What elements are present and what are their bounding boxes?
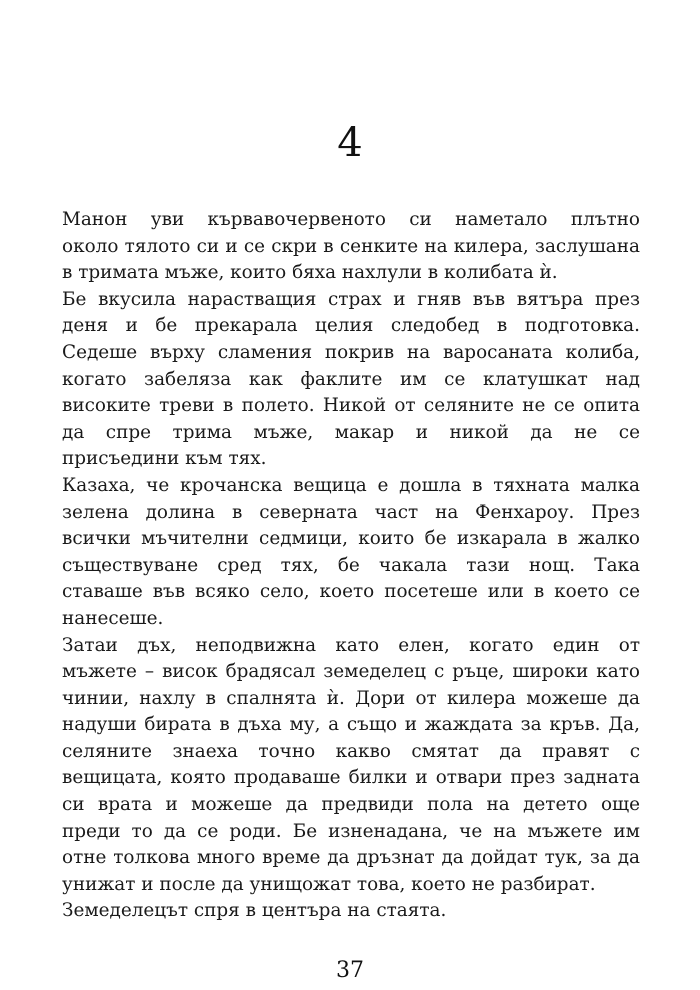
text-line: Седеше върху сламения покрив на варосаната колиба,: [62, 341, 640, 363]
text-line: Бе вкусила нарастващия страх и гняв във вятъра през: [62, 288, 640, 310]
text-line: нанесеше.: [62, 607, 164, 629]
text-line: в тримата мъже, които бяха нахлули в колибата ѝ.: [62, 262, 558, 284]
text-line: преди то да се роди. Бе изненадана, че на мъжете им: [62, 820, 640, 842]
text-line: си врата и можеше да предвиди пола на детето още: [62, 794, 640, 816]
text-line: всички мъчителни седмици, които бе изкарала в жалко: [62, 528, 640, 550]
chapter-body: [60, 207, 640, 925]
text-line: унижат и после да унищожат това, което не разбират.: [62, 873, 596, 895]
text-line: Земеделецът спря в центъра на стаята.: [62, 900, 447, 922]
text-line: Затаи дъх, неподвижна като елен, когато един от: [62, 634, 640, 656]
text-line: деня и бе прекарала целия следобед в подготовка.: [62, 315, 640, 337]
text-line: Манон уви кървавочервеното си наметало плътно: [62, 209, 640, 230]
text-line: надуши бирата в дъха му, а също и жаждата за кръв. Да,: [62, 714, 640, 736]
text-line: селяните знаеха точно какво смятат да правят с: [62, 740, 640, 762]
text-line: да спре трима мъже, макар и никой да не се: [62, 421, 640, 443]
text-line: когато забеляза как факлите им се клатушкат над: [62, 368, 640, 390]
text-line: Казаха, че крочанска вещица е дошла в тяхната малка: [62, 474, 640, 496]
paragraph: [60, 898, 640, 925]
text-line: високите треви в полето. Никой от селяните не се опита: [62, 395, 640, 417]
text-line: присъедини към тях.: [62, 448, 267, 470]
text-line: чинии, нахлу в спалнята ѝ. Дори от килера можеше да: [62, 687, 640, 709]
chapter-number: 4: [337, 120, 363, 166]
page-number: 37: [336, 958, 364, 983]
paragraph: [60, 287, 640, 473]
paragraph: [60, 473, 640, 633]
paragraph: [60, 207, 640, 287]
text-line: съществуване сред тях, бе чакала тази нощ. Така: [62, 554, 640, 576]
paragraph: [60, 633, 640, 899]
text-line: вещицата, която продаваше билки и отвари през задната: [62, 767, 640, 789]
text-line: около тялото си и се скри в сенките на килера, заслушана: [62, 235, 640, 257]
text-line: ставаше във всяко село, което посетеше или в което се: [62, 581, 640, 603]
text-line: мъжете – висок брадясал земеделец с ръце, широки като: [62, 661, 640, 683]
text-line: отне толкова много време да дръзнат да дойдат тук, за да: [62, 847, 640, 869]
text-line: зелена долина в северната част на Фенхароу. През: [62, 501, 640, 523]
